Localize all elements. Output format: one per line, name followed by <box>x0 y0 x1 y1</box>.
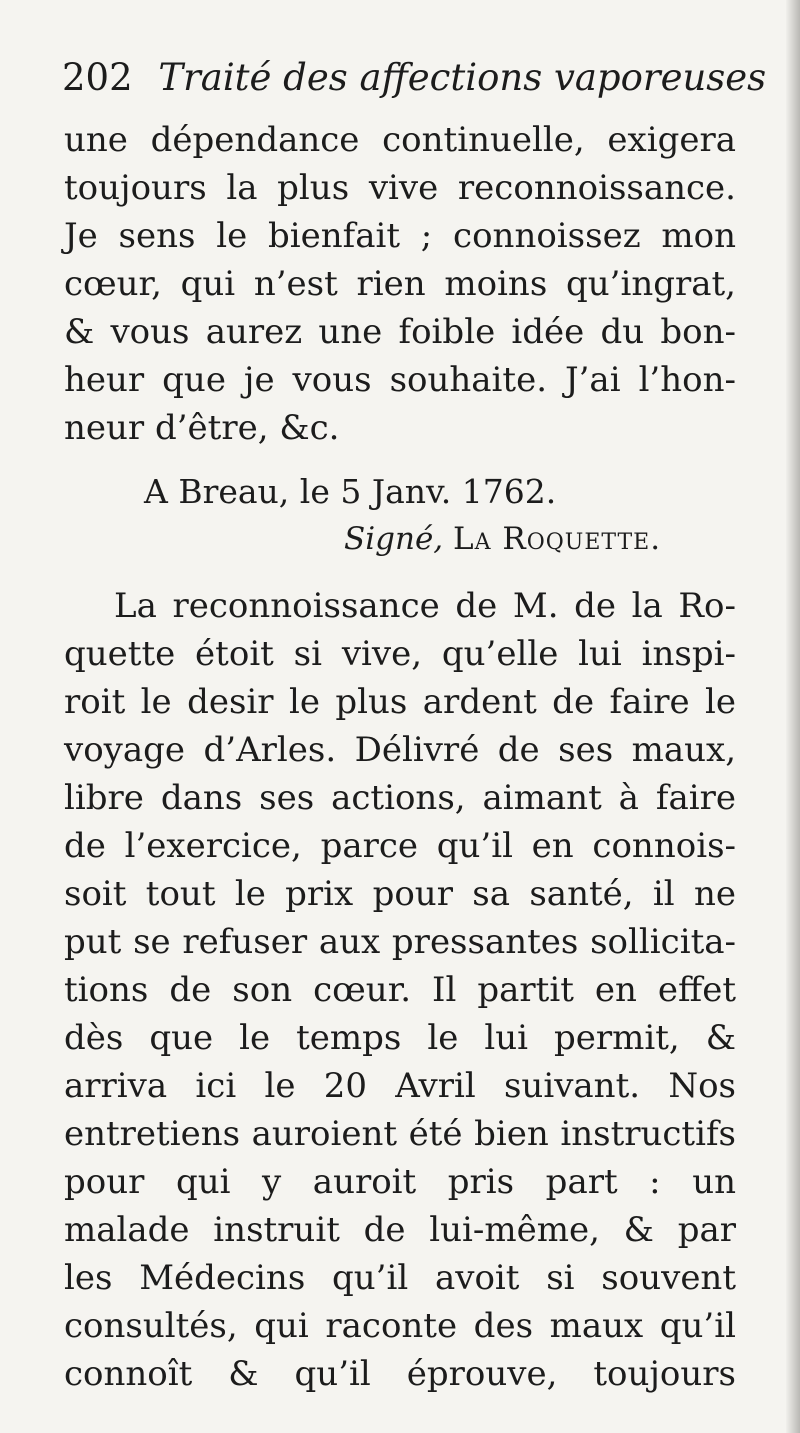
text-line: tions de son cœur. Il partit en effet <box>64 970 736 1010</box>
page-edge-shadow <box>786 0 800 1433</box>
text-line: une dépendance continuelle, exigera <box>64 120 736 160</box>
page-number: 202 <box>62 56 133 99</box>
text-line: cœur, qui n’est rien moins qu’ingrat, <box>64 264 736 304</box>
text-line: quette étoit si vive, qu’elle lui inspi- <box>64 634 736 674</box>
signed-label: Signé, <box>344 521 444 557</box>
text-line: put se refuser aux pressantes sollicita- <box>64 922 736 962</box>
running-title: Traité des affections vaporeuses <box>158 56 767 99</box>
text-line: heur que je vous souhaite. J’ai l’hon- <box>64 360 736 400</box>
letter-dateline: A Breau, le 5 Janv. 1762. <box>144 472 557 511</box>
page-header <box>62 52 767 104</box>
text-line: les Médecins qu’il avoit si souvent <box>64 1258 736 1298</box>
text-line: arriva ici le 20 Avril suivant. Nos <box>64 1066 736 1106</box>
text-line: neur d’être, &c. <box>64 408 340 448</box>
text-line: malade instruit de lui-même, & par <box>64 1210 736 1250</box>
text-line: consultés, qui raconte des maux qu’il <box>64 1306 736 1346</box>
text-line: de l’exercice, parce qu’il en connois- <box>64 826 736 866</box>
text-line: connoît & qu’il éprouve, toujours <box>64 1354 736 1394</box>
text-line: entretiens auroient été bien instructifs <box>64 1114 736 1154</box>
text-line: toujours la plus vive reconnoissance. <box>64 168 736 208</box>
text-line: roit le desir le plus ardent de faire le <box>64 682 736 722</box>
text-line: La reconnoissance de M. de la Ro- <box>114 586 736 626</box>
letter-signature <box>344 515 661 563</box>
text-line: voyage d’Arles. Délivré de ses maux, <box>64 730 736 770</box>
text-line: Je sens le bienfait ; connoissez mon <box>64 216 736 256</box>
text-line: pour qui y auroit pris part : un <box>64 1162 736 1202</box>
text-line: libre dans ses actions, aimant à faire <box>64 778 736 818</box>
text-line: soit tout le prix pour sa santé, il ne <box>64 874 736 914</box>
text-line: dès que le temps le lui permit, & <box>64 1018 736 1058</box>
signer-name: La Roquette. <box>453 521 662 557</box>
text-line: & vous aurez une foible idée du bon- <box>64 312 736 352</box>
